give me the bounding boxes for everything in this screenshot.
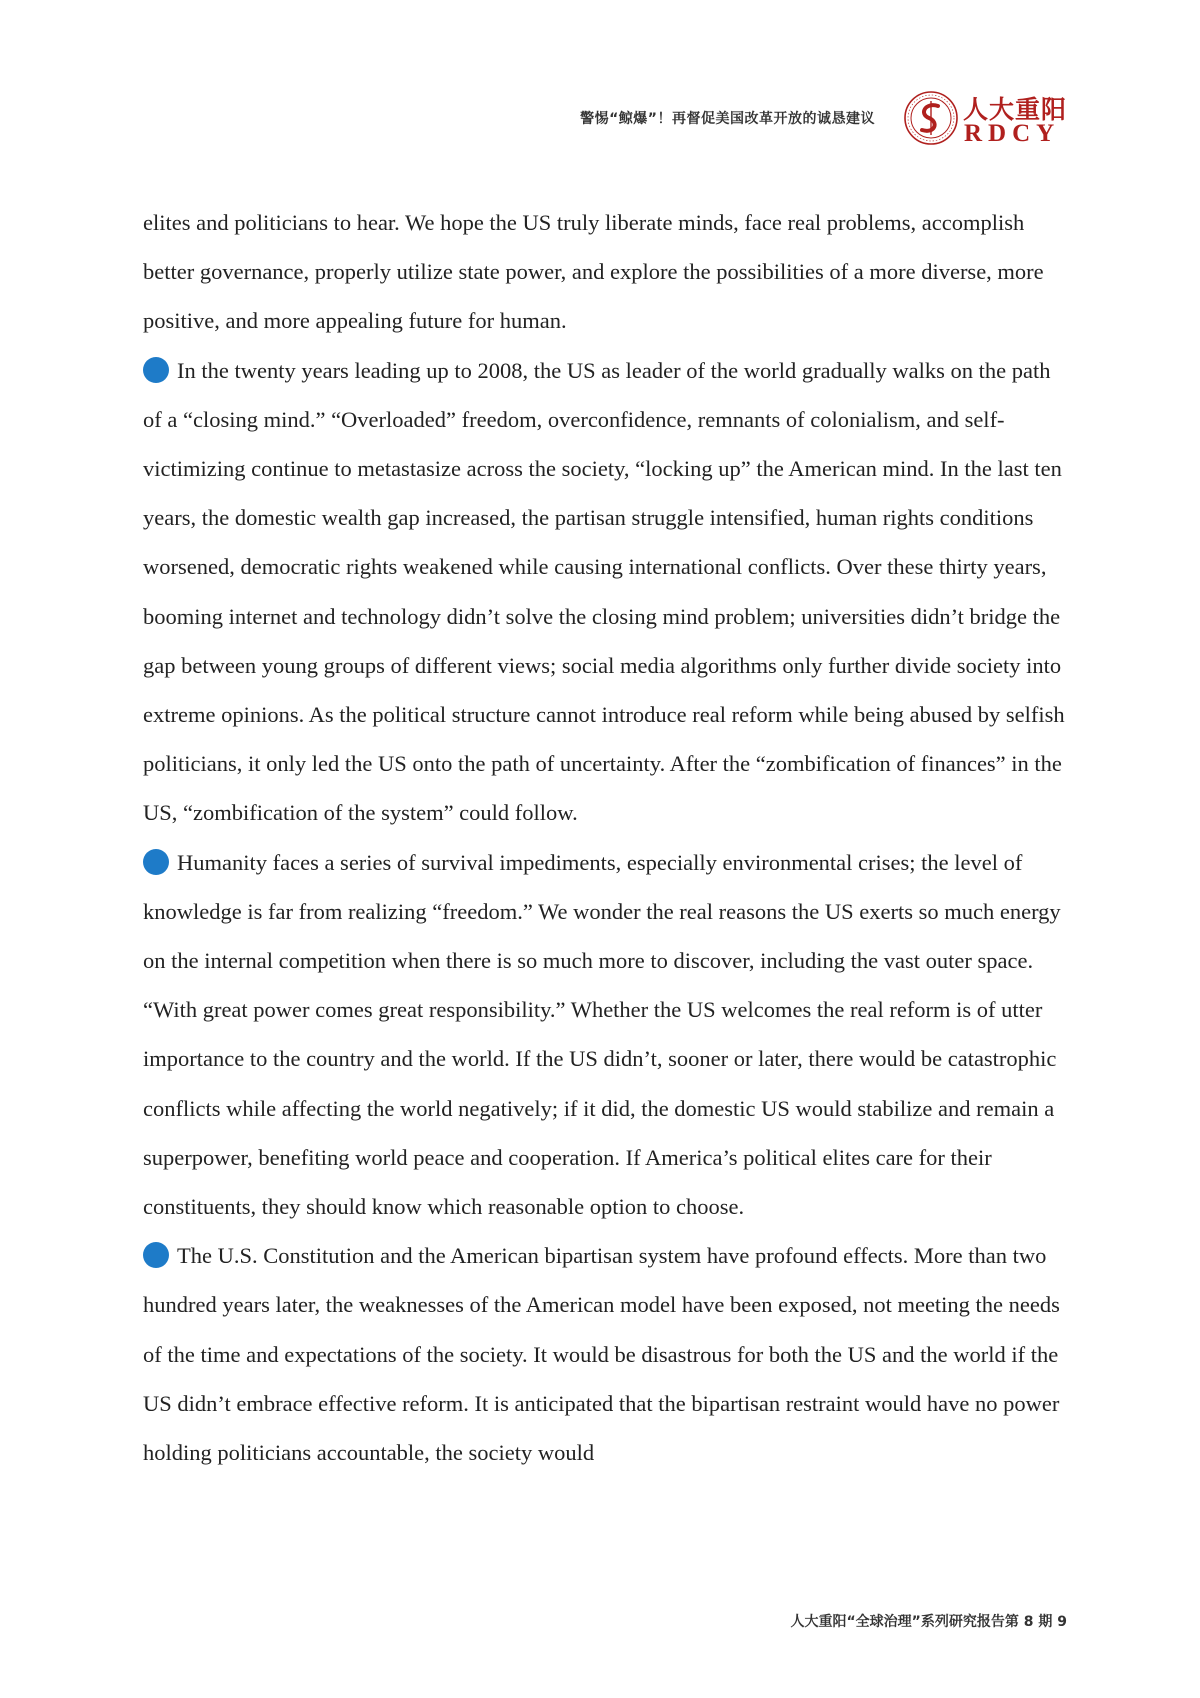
footer-report-title: 人大重阳“全球治理”系列研究报告第 8 期 bbox=[790, 1614, 1053, 1630]
rdcy-seal-icon bbox=[903, 90, 959, 146]
paragraph-1 bbox=[143, 198, 1073, 346]
bullet-icon bbox=[143, 849, 169, 875]
paragraph-4 bbox=[143, 1231, 1073, 1477]
bullet-icon bbox=[143, 357, 169, 383]
paragraph-text: elites and politicians to hear. We hope the US truly liberate minds, face real problems, accomplish better governance, properly utilize state power, and explore the possibilities of a more diverse, more positive, and more appealing future for human. bbox=[143, 210, 1044, 334]
report-body bbox=[143, 198, 1073, 1477]
paragraph-text: In the twenty years leading up to 2008, the US as leader of the world gradually walks on the path of a “closing mind.” “Overloaded” freedom, overconfidence, remnants of colonialism, and self-victimizing continue to metastasize across the society, “locking up” the American mind. In the last ten years, the domestic wealth gap increased, the partisan struggle intensified, human rights conditions worsened, democratic rights weakened while causing international conflicts. Over these thirty years, booming internet and technology didn’t solve the closing mind problem; universities didn’t bridge the gap between young groups of different views; social media algorithms only further divide society into extreme opinions. As the political structure cannot introduce real reform while being abused by selfish politicians, it only led the US onto the path of uncertainty. After the “zombification of finances” in the US, “zombification of the system” could follow. bbox=[143, 357, 1065, 826]
paragraph-text: Humanity faces a series of survival impediments, especially environmental crises; the level of knowledge is far from realizing “freedom.” We wonder the real reasons the US exerts so much energy on the internal competition when there is so much more to discover, including the vast outer space. “With great power comes great responsibility.” Whether the US welcomes the real reform is of utter importance to the country and the world. If the US didn’t, sooner or later, there would be catastrophic conflicts while affecting the world negatively; if it did, the domestic US would stabilize and remain a superpower, benefiting world peace and cooperation. If America’s political elites care for their constituents, they should know which reasonable option to choose. bbox=[143, 849, 1061, 1220]
header-title: 警惕“鲸爆”！再督促美国改革开放的诚恳建议 bbox=[580, 111, 875, 127]
paragraph-text: The U.S. Constitution and the American bipartisan system have profound effects. More than two hundred years later, the weaknesses of the American model have been exposed, not meeting the needs of the time and expectations of the society. It would be disastrous for both the US and the world if the US didn’t embrace effective reform. It is anticipated that the bipartisan restraint would have no power holding politicians accountable, the society would bbox=[143, 1243, 1060, 1466]
bullet-icon bbox=[143, 1242, 169, 1268]
rdcy-logo bbox=[903, 88, 1068, 152]
paragraph-2 bbox=[143, 346, 1073, 838]
page-footer bbox=[790, 1611, 1067, 1631]
page-header bbox=[0, 88, 1200, 158]
paragraph-3 bbox=[143, 838, 1073, 1232]
logo-english-text: RDCY bbox=[964, 120, 1061, 147]
logo-chinese-text: 人大重阳 bbox=[963, 95, 1068, 124]
page-number: 9 bbox=[1057, 1614, 1067, 1630]
